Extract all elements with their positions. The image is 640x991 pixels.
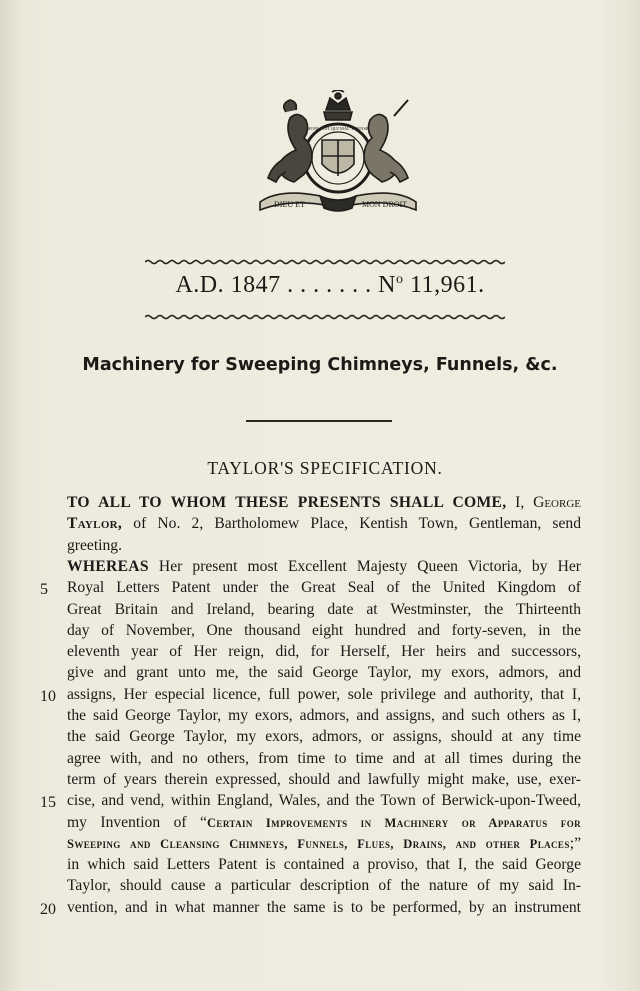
text-segment: Royal Letters Patent under the Great Seal of the United Kingdom of xyxy=(67,579,581,597)
svg-text:HONI SOIT QUI MAL Y PENSE: HONI SOIT QUI MAL Y PENSE xyxy=(307,126,369,131)
text-line xyxy=(67,728,581,748)
line-number: 20 xyxy=(40,900,56,918)
title-divider xyxy=(246,420,392,422)
line-number: 5 xyxy=(40,581,48,599)
text-segment: Taylor, xyxy=(67,515,123,533)
text-segment: assigns, Her especial licence, full power, sole privilege and authority, that I, xyxy=(67,685,581,703)
patent-number: 11,961. xyxy=(409,272,485,298)
text-line xyxy=(67,771,581,791)
bottom-decorative-rule xyxy=(145,313,505,321)
text-line xyxy=(67,622,581,642)
text-segment: cise, and vend, within England, Wales, and the Town of Berwick-upon-Tweed, xyxy=(67,792,581,810)
text-segment: WHEREAS xyxy=(67,557,149,575)
text-segment: agree with, and no others, from time to time and at all times during the xyxy=(67,749,581,767)
text-line xyxy=(67,750,581,770)
text-segment: George xyxy=(533,494,581,511)
text-segment: ;” xyxy=(569,834,581,852)
text-segment: the said George Taylor, my exors, admors, or assigns, should at any time xyxy=(67,728,581,746)
text-segment: Sweeping and Cleansing Chimneys, Funnels, Flues, Drains, and other Places xyxy=(67,836,570,851)
text-segment: in which said Letters Patent is contained a proviso, that I, the said George xyxy=(67,856,581,874)
patent-dots: . . . . . . . xyxy=(287,272,372,298)
top-decorative-rule xyxy=(145,258,505,266)
text-line xyxy=(67,664,581,684)
svg-text:DIEU ET: DIEU ET xyxy=(274,200,305,209)
text-segment: Certain Improvements in Machinery or Apparatus for xyxy=(206,815,582,830)
patent-number-line xyxy=(100,272,560,299)
patent-year: A.D. 1847 xyxy=(175,272,281,298)
text-segment: my Invention of “ xyxy=(67,813,207,831)
text-segment: day of November, One thousand eight hundred and forty-seven, in the xyxy=(67,621,581,639)
text-line xyxy=(67,814,581,834)
text-line xyxy=(67,494,581,514)
text-line xyxy=(67,643,581,663)
text-segment: vention, and in what manner the same is to be performed, by an instrument xyxy=(67,898,581,916)
svg-text:MON DROIT: MON DROIT xyxy=(362,200,408,209)
text-segment: greeting. xyxy=(67,536,122,554)
document-title: Machinery for Sweeping Chimneys, Funnels, &c. xyxy=(82,355,558,375)
text-segment: term of years therein expressed, should and lawfully might make, use, exer- xyxy=(67,770,581,788)
text-line xyxy=(67,558,581,578)
patent-number-prefix: N xyxy=(378,272,396,298)
text-segment: TO ALL TO WHOM THESE PRESENTS SHALL COME, xyxy=(67,494,507,511)
text-line xyxy=(67,515,581,535)
text-line xyxy=(67,537,581,557)
line-number: 15 xyxy=(40,794,56,812)
text-line xyxy=(67,707,581,727)
line-number: 10 xyxy=(40,687,56,705)
royal-coat-of-arms-image xyxy=(238,90,438,220)
text-segment: the said George Taylor, my exors, admors, and assigns, and such others as I, xyxy=(67,707,581,724)
text-segment: of No. 2, Bartholomew Place, Kentish Town, Gentleman, send xyxy=(122,515,581,533)
text-line xyxy=(67,877,581,897)
patent-number-sup: o xyxy=(395,272,404,287)
text-line xyxy=(67,686,581,706)
text-line xyxy=(67,856,581,876)
text-segment: Taylor, should cause a particular description of the nature of my said In- xyxy=(67,877,581,895)
text-segment: I, xyxy=(506,494,534,511)
text-segment: give and grant unto me, the said George Taylor, my exors, admors, and xyxy=(67,664,581,682)
text-line xyxy=(67,601,581,621)
text-segment: eleventh year of Her reign, did, for Herself, Her heirs and successors, xyxy=(67,643,581,661)
text-line xyxy=(67,792,581,812)
text-line xyxy=(67,899,581,919)
text-line xyxy=(67,579,581,599)
text-line xyxy=(67,835,581,855)
specification-heading: TAYLOR'S SPECIFICATION. xyxy=(207,458,443,478)
text-segment: Her present most Excellent Majesty Queen Victoria, by Her xyxy=(148,557,581,575)
text-segment: Great Britain and Ireland, bearing date at Westminster, the Thirteenth xyxy=(67,600,581,618)
